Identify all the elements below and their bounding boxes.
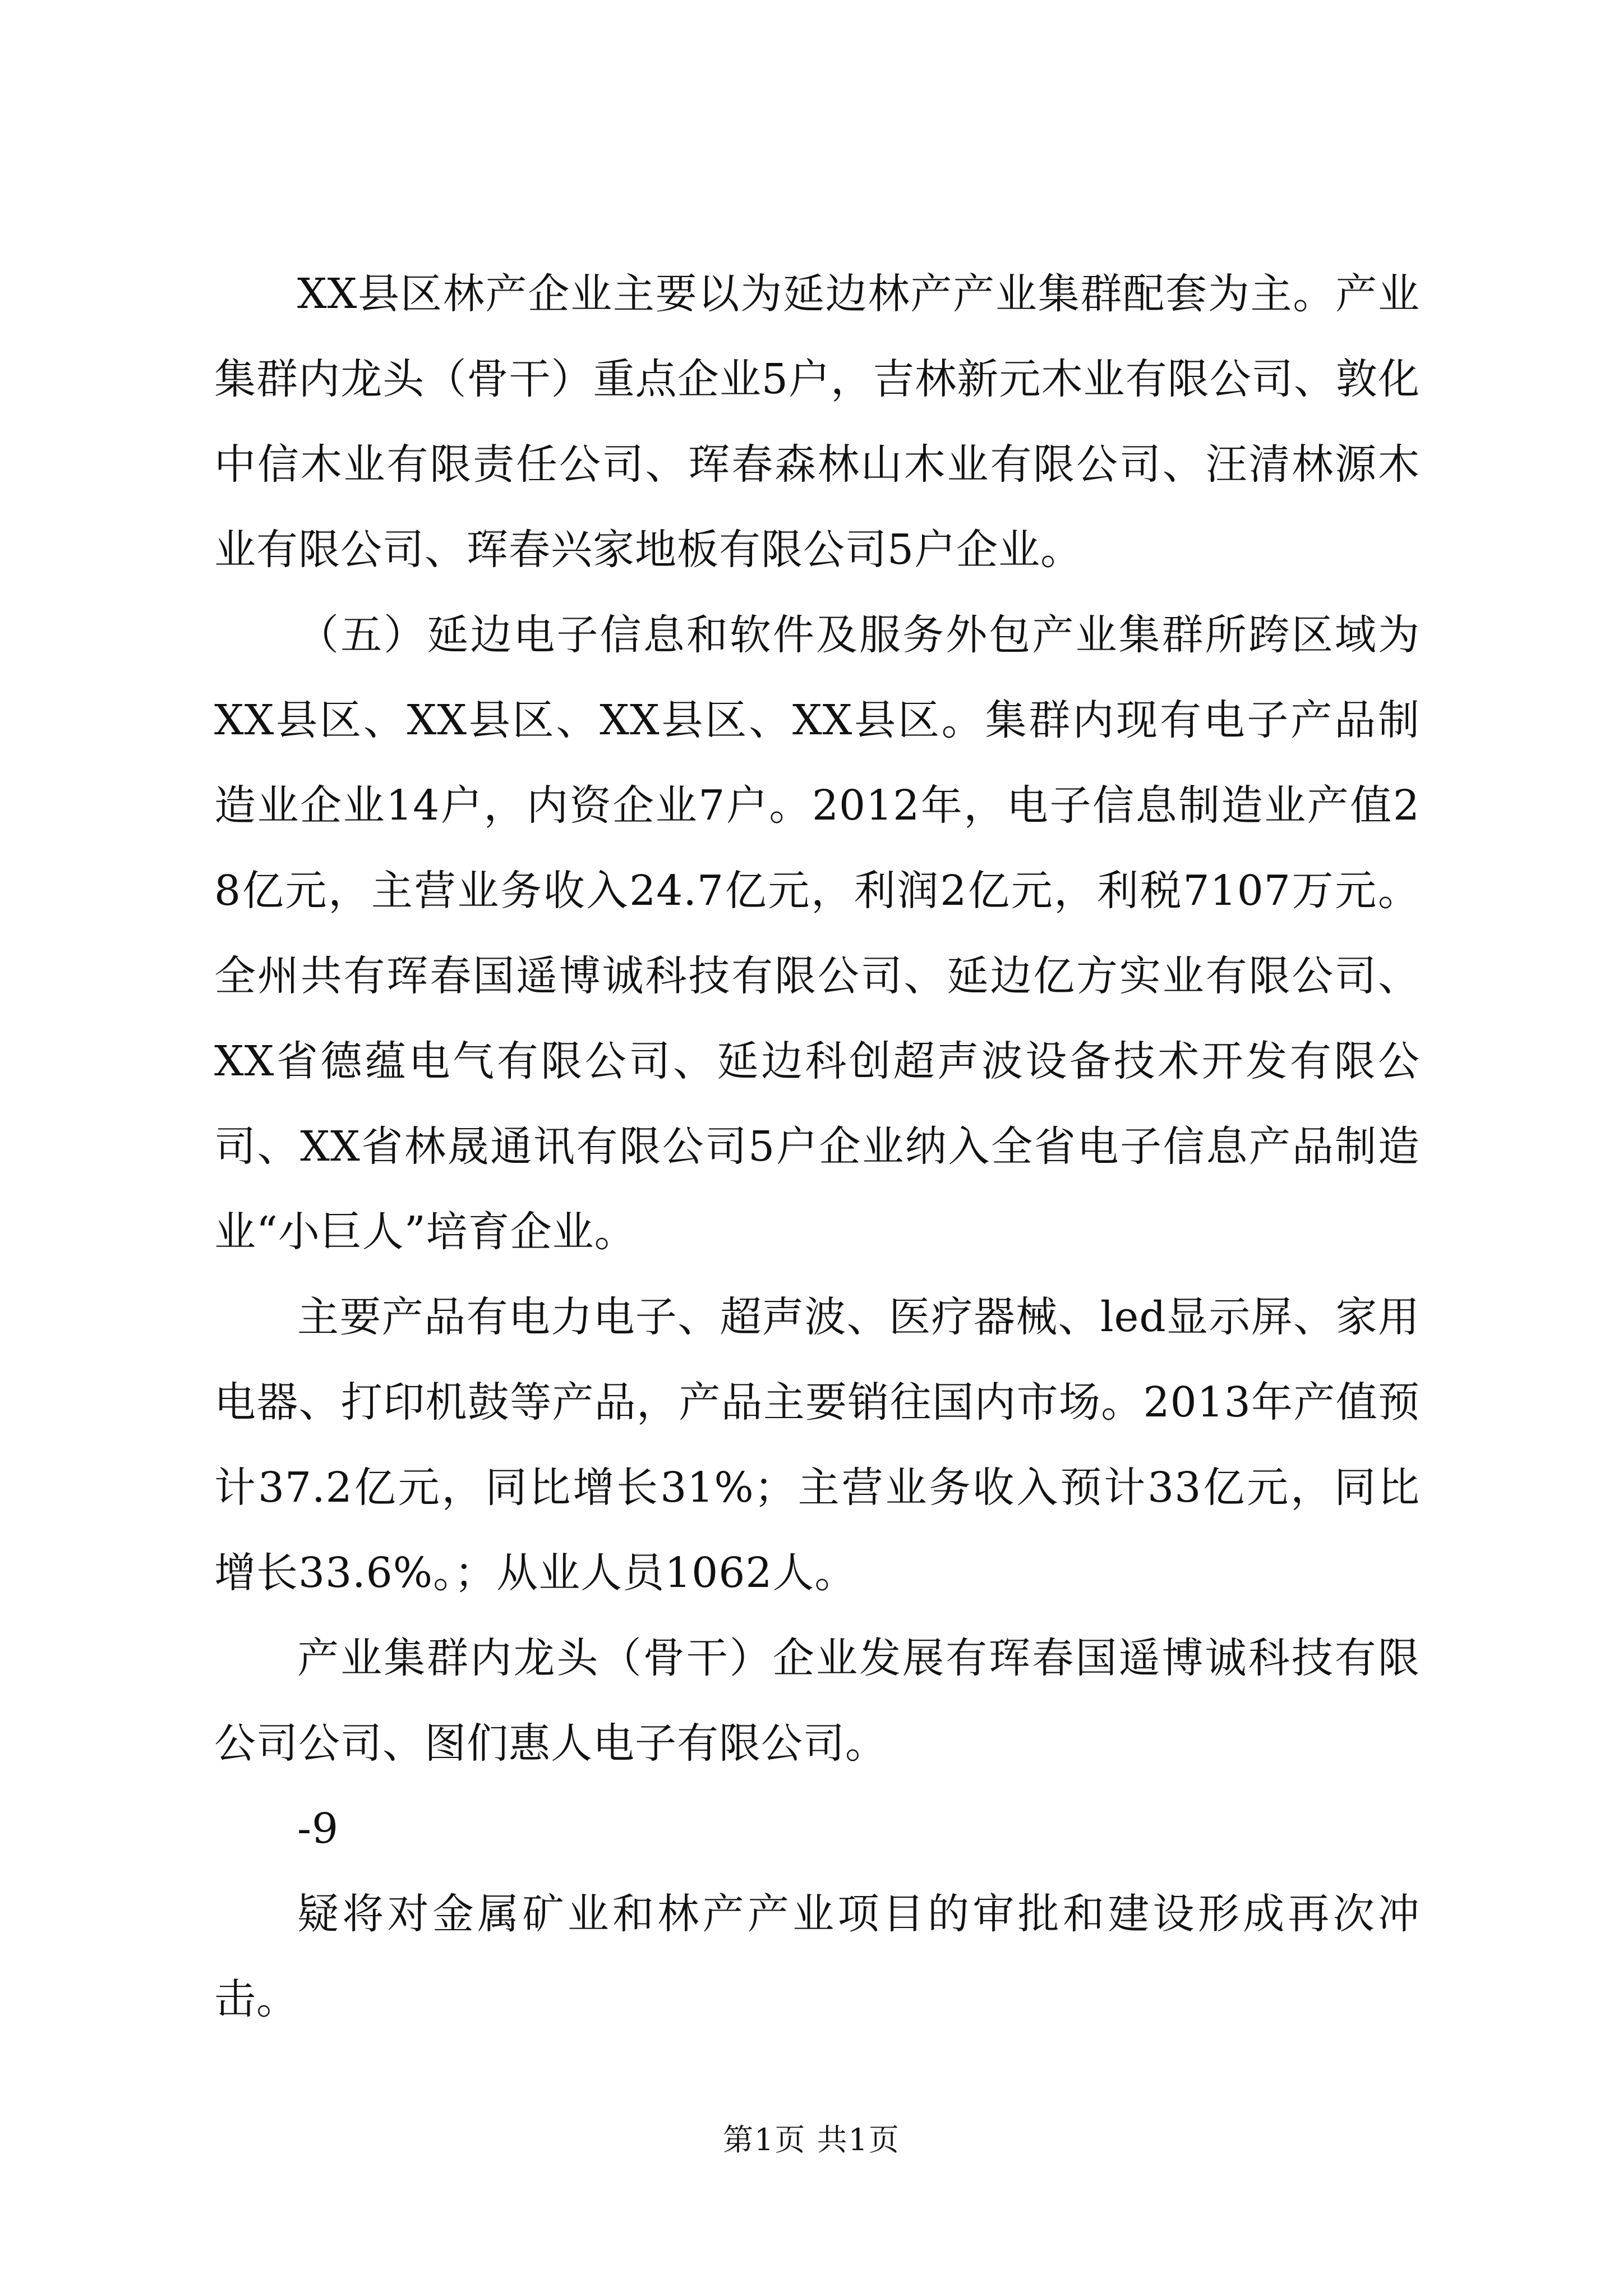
paragraph-electronics-cluster: （五）延边电子信息和软件及服务外包产业集群所跨区域为XX县区、XX县区、XX县区、XX县区。集群内现有电子产品制造业企业14户，内资企业7户。2012年，电子信息制造业产值28亿元，主营业务收入24.7亿元，利润2亿元，利税7107万元。全州共有珲春国遥博诚科技有限公司、延边亿方实业有限公司、XX省德蕴电气有限公司、延边科创超声波设备技术开发有限公司、XX省林晟通讯有限公司5户企业纳入全省电子信息产品制造业“小巨人”培育企业。	[214, 611, 1420, 1256]
paragraph-page-marker: -9	[297, 1805, 339, 1853]
page-footer: 第1页 共1页	[723, 2122, 900, 2157]
document-body	[214, 251, 1420, 2042]
paragraph-forestry-enterprises: XX县区林产企业主要以为延边林产产业集群配套为主。产业集群内龙头（骨干）重点企业5户，吉林新元木业有限公司、敦化中信木业有限责任公司、珲春森林山木业有限公司、汪清林源木业有限公司、珲春兴家地板有限公司5户企业。	[214, 270, 1420, 574]
paragraph-leading-enterprises: 产业集群内龙头（骨干）企业发展有珲春国遥博诚科技有限公司公司、图们惠人电子有限公司。	[214, 1634, 1420, 1768]
paragraph-main-products: 主要产品有电力电子、超声波、医疗器械、led显示屏、家用电器、打印机鼓等产品，产品主要销往国内市场。2013年产值预计37.2亿元，同比增长31%；主营业务收入预计33亿元，同比增长33.6%。；从业人员1062人。	[214, 1293, 1420, 1597]
paragraph-impact-note: 疑将对金属矿业和林产产业项目的审批和建设形成再次冲击。	[214, 1890, 1420, 2023]
